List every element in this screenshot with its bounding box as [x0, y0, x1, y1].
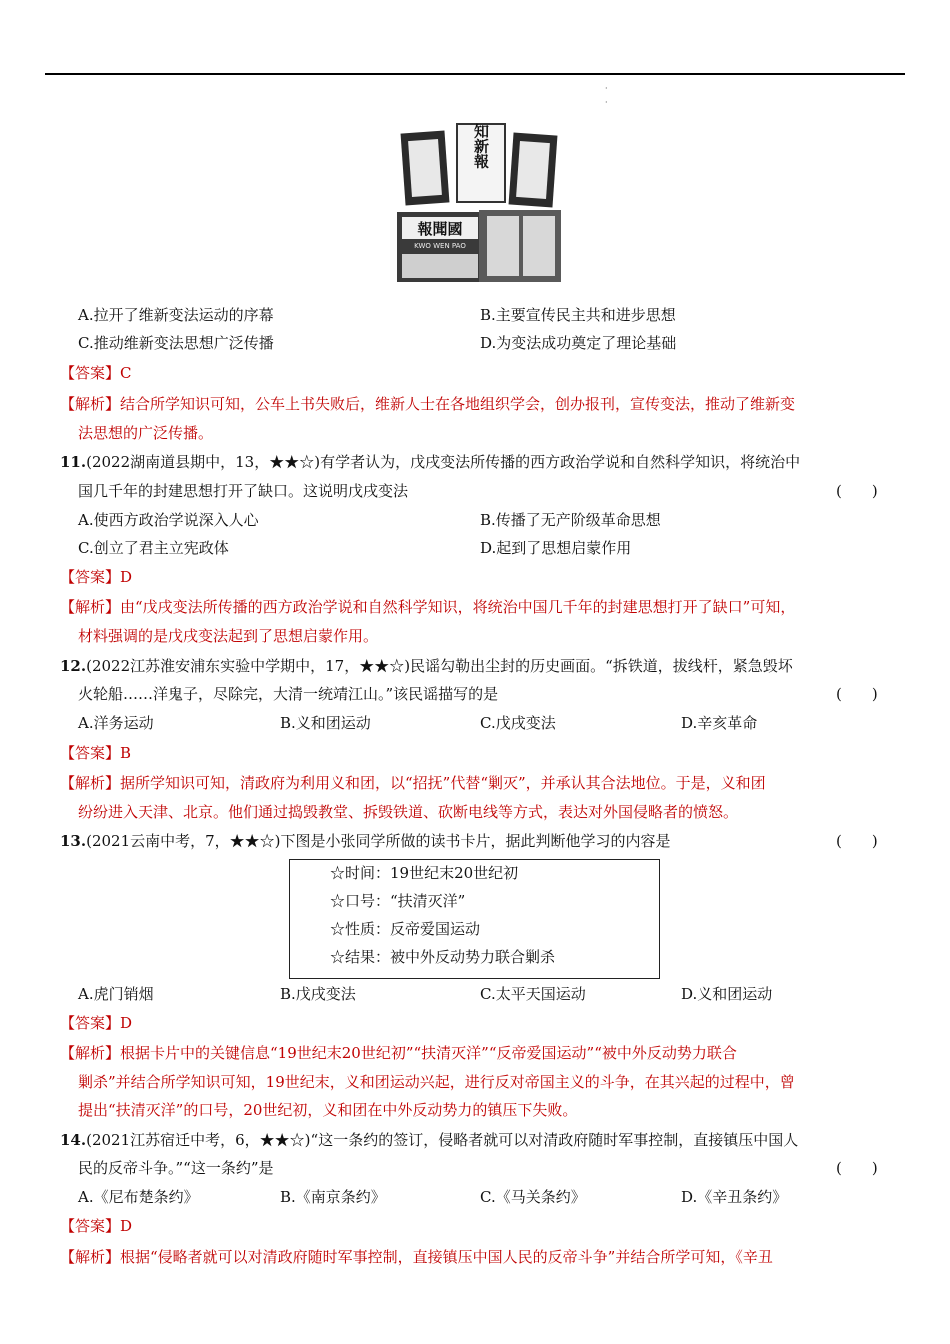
- q14-stem: [60, 1130, 798, 1150]
- q11-analysis-line: 【解析】由“戊戌变法所传播的西方政治学说和自然科学知识，将统治中国几千年的封建思想打开了缺口”可知，: [60, 598, 796, 616]
- q10-analysis-line: 法思想的广泛传播。: [78, 424, 214, 442]
- header-dot: ·: [605, 98, 608, 107]
- kwo-wen-pao-label: KWO WEN PAO: [414, 242, 466, 250]
- q11-option-d: D.起到了思想启蒙作用: [480, 539, 632, 557]
- q10-option-b: B.主要宣传民主共和进步思想: [480, 306, 676, 324]
- header-dot: ·: [605, 84, 608, 93]
- q13-stem-line: (2021云南中考，7，★★☆)下图是小张同学所做的读书卡片，据此判断他学习的内容是: [86, 832, 671, 850]
- q13-analysis-line: 剿杀”并结合所学知识可知，19世纪末，义和团运动兴起，进行反对帝国主义的斗争，在其兴起的过程中，曾: [78, 1073, 795, 1091]
- q10-option-a: A.拉开了维新变法运动的序幕: [78, 306, 274, 324]
- q12-stem: [60, 656, 793, 676]
- q12-option-b: B.义和团运动: [280, 714, 371, 732]
- reading-card: [289, 859, 660, 979]
- card-slogan: ☆口号：“扶清灭洋”: [330, 892, 466, 910]
- q14-number: 14.: [60, 1131, 87, 1149]
- q11-stem: [60, 452, 800, 472]
- q14-answer-blank: ( ): [836, 1159, 878, 1177]
- q13-option-c: C.太平天国运动: [480, 985, 586, 1003]
- q12-option-d: D.辛亥革命: [681, 714, 758, 732]
- card-result: ☆结果：被中外反动势力联合剿杀: [330, 948, 556, 966]
- q11-option-b: B.传播了无产阶级革命思想: [480, 511, 661, 529]
- q13-analysis-line: 【解析】根据卡片中的关键信息“19世纪末20世纪初”“扶清灭洋”“反帝爱国运动”“被中外反动势力联合: [60, 1044, 737, 1062]
- q10-answer: 【答案】C: [60, 364, 132, 382]
- q12-answer-blank: ( ): [836, 685, 878, 703]
- q11-number: 11.: [60, 453, 87, 471]
- q12-number: 12.: [60, 657, 87, 675]
- q13-answer: 【答案】D: [60, 1014, 133, 1032]
- q11-analysis-line: 材料强调的是戊戌变法起到了思想启蒙作用。: [78, 627, 379, 645]
- q14-stem-line: (2021江苏宿迁中考，6，★★☆)“这一条约的签订，侵略者就可以对清政府随时军事控制，直接镇压中国人: [86, 1131, 799, 1149]
- card-nature: ☆性质：反帝爱国运动: [330, 920, 481, 938]
- header-rule: [45, 73, 905, 75]
- q14-option-c: C.《马关条约》: [480, 1188, 586, 1206]
- q10-analysis-line: 【解析】结合所学知识可知，公车上书失败后，维新人士在各地组织学会，创办报刊，宣传变法，推动了维新变: [60, 395, 796, 413]
- q11-option-a: A.使西方政治学说深入人心: [78, 511, 259, 529]
- q11-stem-line: (2022湖南道县期中，13，★★☆)有学者认为，戊戌变法所传播的西方政治学说和自然科学知识，将统治中: [86, 453, 801, 471]
- q12-answer: 【答案】B: [60, 744, 132, 762]
- q14-analysis-line: 【解析】根据“侵略者就可以对清政府随时军事控制，直接镇压中国人民的反帝斗争”并结合所学可知，《辛丑: [60, 1248, 773, 1266]
- q11-option-c: C.创立了君主立宪政体: [78, 539, 229, 557]
- q10-option-d: D.为变法成功奠定了理论基础: [480, 334, 677, 352]
- q13-answer-blank: ( ): [836, 832, 878, 850]
- newspapers-illustration: [395, 122, 565, 284]
- q12-option-a: A.洋务运动: [78, 714, 154, 732]
- q12-analysis-line: 纷纷进入天津、北京。他们通过捣毁教堂、拆毁铁道、砍断电线等方式，表达对外国侵略者的愤怒。: [78, 803, 739, 821]
- q12-stem-line: 火轮船……洋鬼子，尽除完，大清一统靖江山。”该民谣描写的是: [78, 685, 499, 703]
- q14-option-b: B.《南京条约》: [280, 1188, 386, 1206]
- q14-option-d: D.《辛丑条约》: [681, 1188, 788, 1206]
- q14-stem-line: 民的反帝斗争。”“这一条约”是: [78, 1159, 274, 1177]
- q14-answer: 【答案】D: [60, 1217, 133, 1235]
- q11-answer-blank: ( ): [836, 482, 878, 500]
- q13-option-b: B.戊戌变法: [280, 985, 356, 1003]
- card-time: ☆时间：19世纪末20世纪初: [330, 864, 519, 882]
- q12-option-c: C.戊戌变法: [480, 714, 556, 732]
- q14-option-a: A.《尼布楚条约》: [78, 1188, 199, 1206]
- q13-number: 13.: [60, 832, 87, 850]
- q13-analysis-line: 提出“扶清灭洋”的口号，20世纪初，义和团在中外反动势力的镇压下失败。: [78, 1101, 578, 1119]
- zhixinbao-title: 知新報: [472, 123, 490, 169]
- q12-stem-line: (2022江苏淮安浦东实验中学期中，17，★★☆)民谣勾勒出尘封的历史画面。“拆铁道，拔线杆，紧急毁坏: [86, 657, 793, 675]
- q11-answer: 【答案】D: [60, 568, 133, 586]
- q13-option-a: A.虎门销烟: [78, 985, 154, 1003]
- q12-analysis-line: 【解析】据所学知识可知，清政府为利用义和团，以“招抚”代替“剿灭”，并承认其合法地位。于是，义和团: [60, 774, 766, 792]
- q10-option-c: C.推动维新变法思想广泛传播: [78, 334, 274, 352]
- guowenbao-title: 報聞國: [417, 220, 463, 238]
- q13-stem: [60, 831, 671, 851]
- q11-stem-line: 国几千年的封建思想打开了缺口。这说明戊戌变法: [78, 482, 409, 500]
- q13-option-d: D.义和团运动: [681, 985, 773, 1003]
